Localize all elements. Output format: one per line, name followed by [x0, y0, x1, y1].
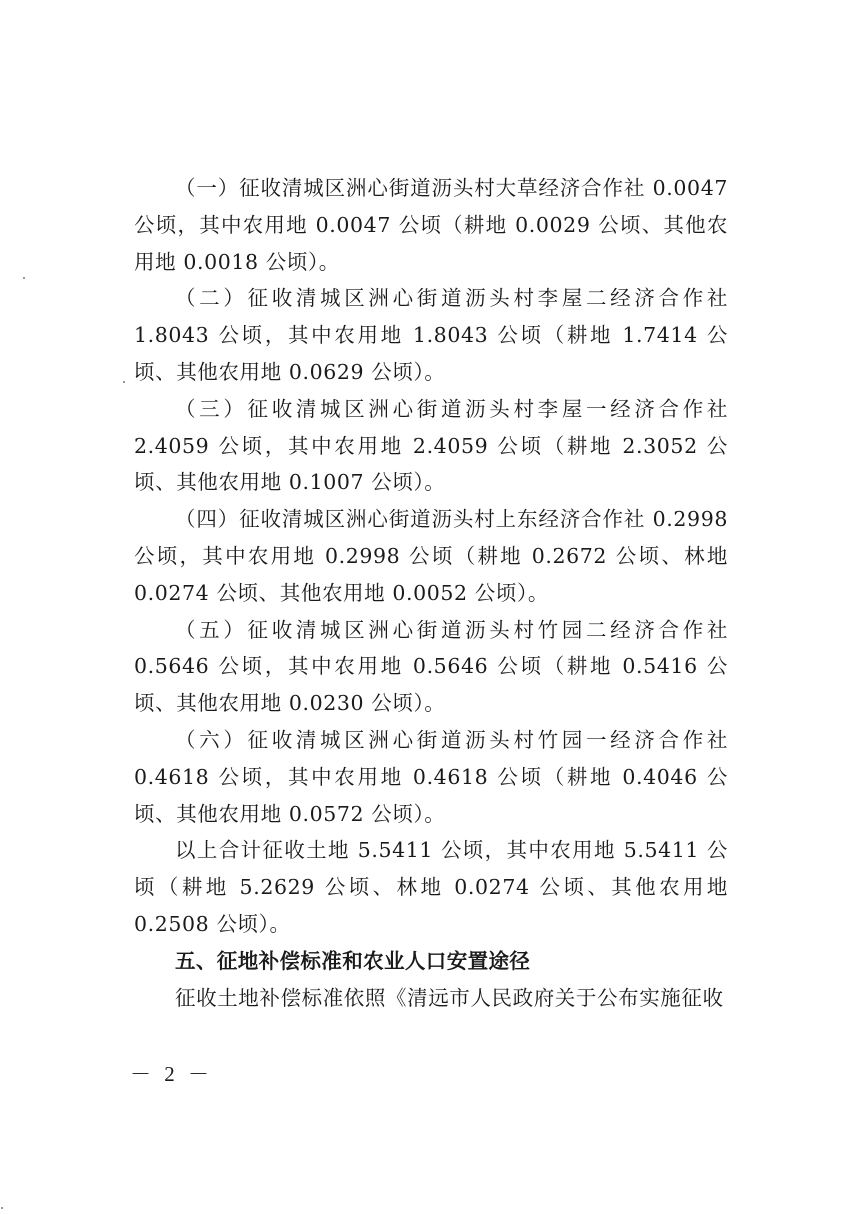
section-body: 征收土地补偿标准依照《清远市人民政府关于公布实施征收 [175, 985, 724, 1010]
paragraph-item-2: （二）征收清城区洲心街道沥头村李屋二经济合作社 1.8043 公顷，其中农用地 1.8043 公顷（耕地 1.7414 公顷、其他农用地 0.0629 公顷）。 [134, 286, 728, 384]
page-number: － 2 － [130, 1062, 213, 1086]
paragraph-item-5: （五）征收清城区洲心街道沥头村竹园二经济合作社 0.5646 公顷，其中农用地 0.5646 公顷（耕地 0.5416 公顷、其他农用地 0.0230 公顷）。 [134, 617, 728, 716]
paragraph-item-6: （六）征收清城区洲心街道沥头村竹园一经济合作社 0.4618 公顷，其中农用地 0.4618 公顷（耕地 0.4046 公顷、其他农用地 0.0572 公顷）。 [134, 727, 728, 826]
scan-speck [23, 277, 25, 279]
scan-speck [123, 381, 125, 383]
paragraph-item-4: （四）征收清城区洲心街道沥头村上东经济合作社 0.2998 公顷，其中农用地 0.2998 公顷（耕地 0.2672 公顷、林地 0.0274 公顷、其他农用地 0.0052 公顷）。 [134, 507, 728, 605]
paragraph-item-1: （一）征收清城区洲心街道沥头村大草经济合作社 0.0047 公顷，其中农用地 0.0047 公顷（耕地 0.0029 公顷、其他农用地 0.0018 公顷）。 [134, 176, 728, 274]
paragraph-total: 以上合计征收土地 5.5411 公顷，其中农用地 5.5411 公顷（耕地 5.2629 公顷、林地 0.0274 公顷、其他农用地 0.2508 公顷）。 [134, 838, 728, 936]
document-body [134, 170, 728, 1016]
paragraph-item-3: （三）征收清城区洲心街道沥头村李屋一经济合作社 2.4059 公顷，其中农用地 2.4059 公顷（耕地 2.3052 公顷、其他农用地 0.1007 公顷）。 [134, 396, 728, 495]
scan-speck [1, 1207, 3, 1209]
section-heading: 五、征地补偿标准和农业人口安置途径 [175, 948, 531, 973]
